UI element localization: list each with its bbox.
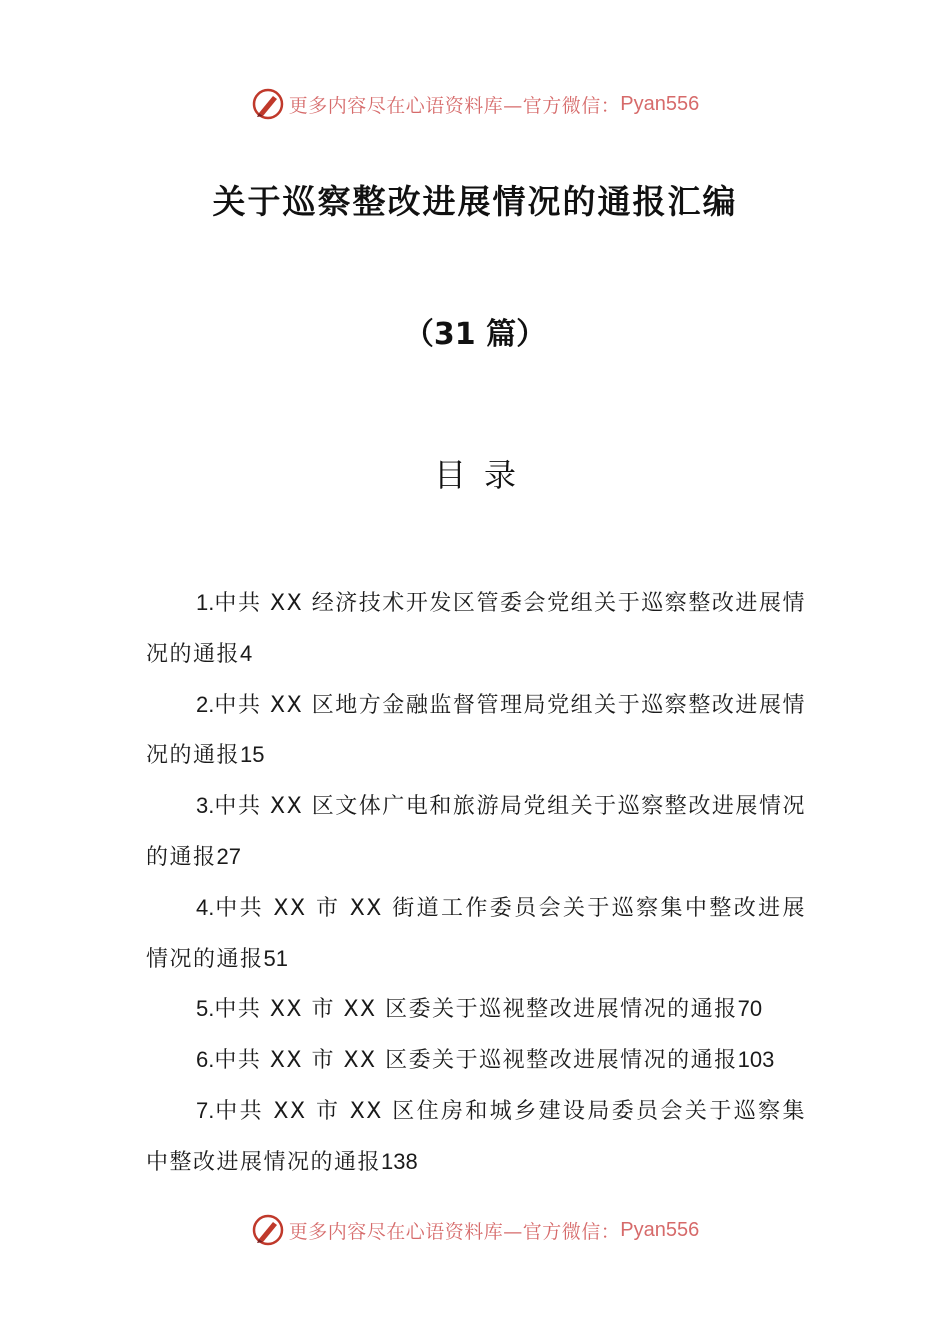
toc-item-number: 2. — [196, 691, 215, 717]
toc-item-title: 中共 XX 市 XX 区委关于巡视整改进展情况的通报 — [214, 1048, 738, 1074]
toc-item-page: 15 — [240, 742, 265, 768]
watermark-id: Pyan556 — [620, 1218, 700, 1241]
toc-item[interactable] — [146, 781, 806, 883]
toc-heading: 目录 — [433, 456, 534, 494]
pen-logo-icon — [251, 87, 285, 121]
toc-item-title: 中共 XX 市 XX 区住房和城乡建设局委员会关于巡察集中整改进展情况的通报 — [146, 1098, 806, 1175]
toc-item-page: 103 — [737, 1047, 775, 1073]
pen-logo-icon — [251, 1213, 285, 1247]
toc-item-page: 138 — [381, 1148, 418, 1174]
toc-item-number: 3. — [196, 793, 215, 819]
table-of-contents — [146, 578, 806, 1188]
toc-item[interactable] — [146, 578, 806, 680]
toc-item-number: 4. — [196, 894, 215, 920]
toc-item-title: 中共 XX 经济技术开发区管委会党组关于巡察整改进展情况的通报 — [146, 591, 806, 667]
watermark-footer — [0, 1210, 950, 1250]
document-title: 关于巡察整改进展情况的通报汇编 — [212, 182, 738, 221]
toc-item[interactable] — [146, 883, 806, 985]
toc-item-title: 中共 XX 区文体广电和旅游局党组关于巡察整改进展情况的通报 — [146, 794, 806, 870]
toc-item-number: 7. — [196, 1097, 215, 1123]
watermark-id: Pyan556 — [620, 92, 700, 115]
toc-item-number: 1. — [196, 590, 215, 615]
toc-item-page: 4 — [240, 640, 253, 666]
toc-item[interactable] — [146, 1086, 806, 1188]
toc-item-page: 27 — [216, 843, 241, 869]
toc-item-number: 5. — [196, 996, 215, 1022]
toc-item-title: 中共 XX 市 XX 区委关于巡视整改进展情况的通报 — [214, 997, 738, 1023]
toc-item-title: 中共 XX 市 XX 街道工作委员会关于巡察集中整改进展情况的通报 — [146, 895, 806, 972]
toc-item-title: 中共 XX 区地方金融监督管理局党组关于巡察整改进展情况的通报 — [146, 692, 806, 769]
watermark-text: 更多内容尽在心语资料库—官方微信： — [288, 1220, 621, 1243]
toc-item-number: 6. — [196, 1047, 215, 1073]
toc-item-page: 70 — [737, 996, 763, 1022]
watermark-header — [0, 84, 950, 124]
document-count: （31 篇） — [403, 317, 547, 352]
toc-item[interactable] — [146, 1035, 806, 1086]
toc-item[interactable] — [146, 984, 806, 1035]
toc-item[interactable] — [146, 680, 806, 782]
toc-item-page: 51 — [263, 945, 288, 971]
watermark-text: 更多内容尽在心语资料库—官方微信： — [288, 94, 621, 117]
